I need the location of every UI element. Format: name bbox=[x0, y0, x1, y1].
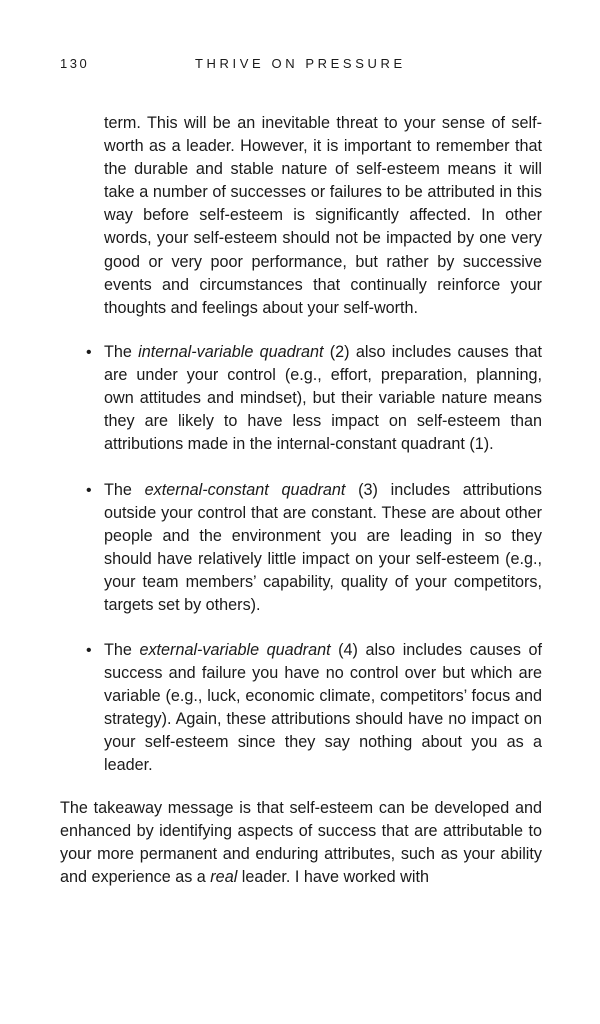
bullet-dot: • bbox=[86, 344, 92, 361]
bullet-rest: (2) also includes causes that are under your control (e.g., effort, preparation, planning, own attitudes and mindset), but their variable nature means they are likely to have less impact on self-esteem than attributions made in the internal-constant quadrant (1). bbox=[104, 343, 542, 454]
quadrant-term: external-variable quadrant bbox=[139, 641, 331, 659]
bullet-item-external-constant bbox=[86, 479, 542, 618]
closing-after: leader. I have worked with bbox=[237, 868, 429, 887]
quadrant-term: internal-variable quadrant bbox=[138, 343, 324, 361]
bullet-rest: (4) also includes causes of success and failure you have no control over but which are variable (e.g., luck, economic climate, competitors’ focus and strategy). Again, these attributions should have no impact on your self-esteem since they say nothing about you as a leader. bbox=[104, 641, 542, 775]
closing-before: The takeaway message is that self-esteem can be developed and enhanced by identifying aspects of success that are attributable to your more permanent and enduring attributes, such as your ability and experience as a bbox=[60, 799, 542, 887]
bullet-item-external-variable bbox=[86, 639, 542, 778]
book-title: THRIVE ON PRESSURE bbox=[195, 56, 406, 71]
bullet-text bbox=[104, 479, 542, 618]
bullet-text bbox=[104, 639, 542, 778]
running-head bbox=[0, 56, 600, 74]
closing-paragraph bbox=[60, 797, 542, 889]
bullet-lead: The bbox=[104, 481, 145, 499]
bullet-lead: The bbox=[104, 641, 140, 659]
quadrant-term: external-constant quadrant bbox=[144, 481, 346, 499]
closing-emphasis: real bbox=[210, 868, 238, 887]
bullet-lead: The bbox=[104, 343, 139, 361]
bullet-rest: (3) includes attributions outside your control that are constant. These are about other people and the environment you are leading in so they should have relatively little impact on your self-esteem (e.g., your team members’ capability, quality of your competitors, targets set by others). bbox=[104, 481, 542, 615]
bullet-text bbox=[104, 341, 542, 456]
page-number: 130 bbox=[60, 56, 90, 71]
bullet-dot: • bbox=[86, 482, 92, 499]
bullet-item-internal-variable bbox=[86, 341, 542, 456]
continuation-paragraph: term. This will be an inevitable threat to your sense of self-worth as a leader. However, it is important to remember that the durable and stable nature of self-esteem means it will take a number of successes or failures to be attributed in this way before self-esteem is significantly affected. In other words, your self-esteem should not be impacted by one very good or very poor performance, but rather by successive events and circumstances that continually reinforce your thoughts and feelings about your self-worth. bbox=[104, 114, 542, 317]
bullet-dot: • bbox=[86, 642, 92, 659]
